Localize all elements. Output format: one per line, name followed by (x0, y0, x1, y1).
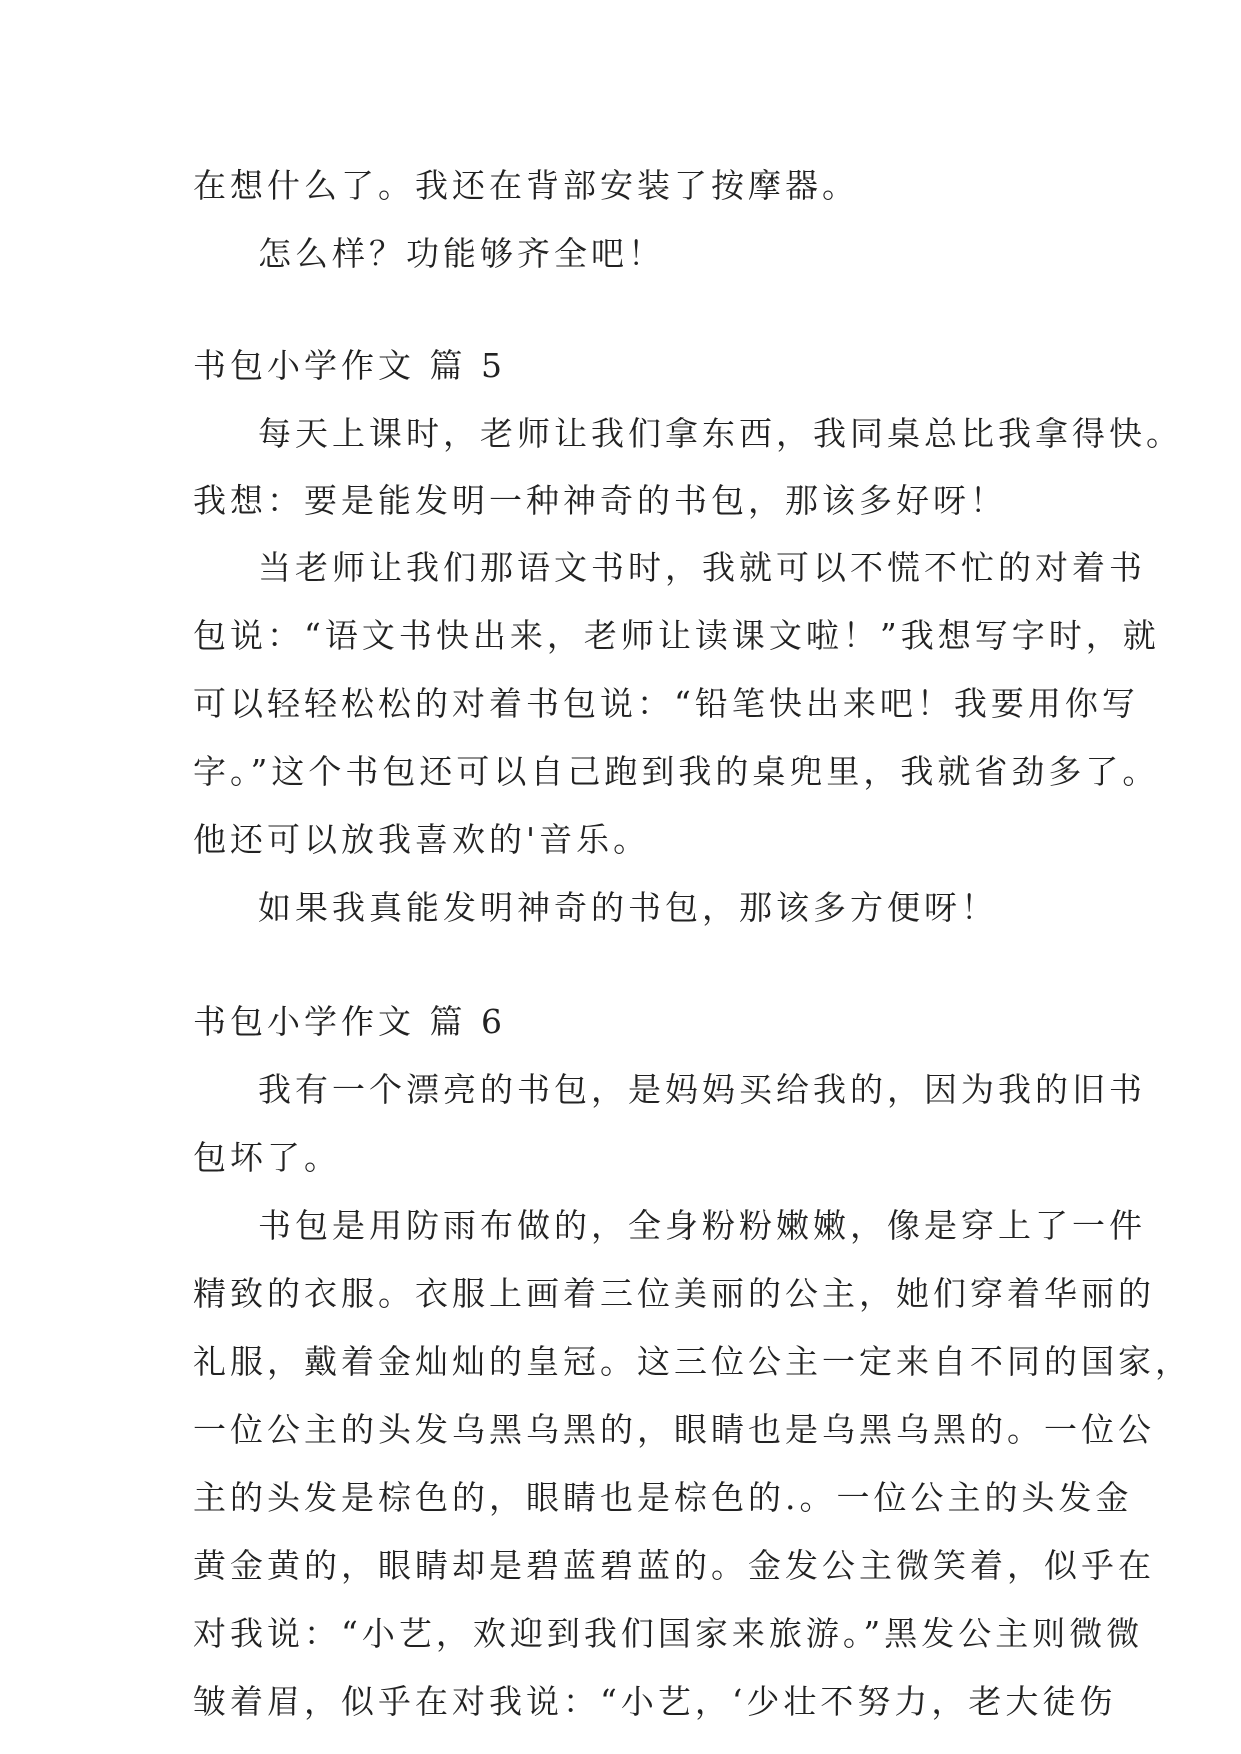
paragraph-line: 对我说：“小艺，欢迎到我们国家来旅游。”黑发公主则微微 (193, 1614, 1144, 1653)
paragraph-line: 我有一个漂亮的书包，是妈妈买给我的，因为我的旧书 (258, 1070, 1146, 1109)
paragraph-line: 每天上课时，老师让我们拿东西，我同桌总比我拿得快。 (258, 414, 1183, 453)
paragraph-line: 精致的衣服。衣服上画着三位美丽的公主，她们穿着华丽的 (193, 1274, 1155, 1313)
paragraph-line: 在想什么了。我还在背部安装了按摩器。 (193, 166, 859, 205)
section-heading: 书包小学作文 篇 5 (193, 346, 506, 385)
paragraph-line: 包说：“语文书快出来，老师让读课文啦！”我想写字时，就 (193, 616, 1160, 655)
paragraph-line: 我想：要是能发明一种神奇的书包，那该多好呀！ (193, 481, 1007, 520)
paragraph-line: 皱着眉，似乎在对我说：“小艺，‘少壮不努力，老大徒伤 (193, 1682, 1117, 1721)
section-heading: 书包小学作文 篇 6 (193, 1002, 506, 1041)
paragraph-line: 礼服，戴着金灿灿的皇冠。这三位公主一定来自不同的国家， (193, 1342, 1192, 1381)
paragraph-line: 当老师让我们那语文书时，我就可以不慌不忙的对着书 (258, 548, 1146, 587)
paragraph-line: 书包是用防雨布做的，全身粉粉嫩嫩，像是穿上了一件 (258, 1206, 1146, 1245)
paragraph-line: 主的头发是棕色的，眼睛也是棕色的.。一位公主的头发金 (193, 1478, 1133, 1517)
paragraph-line: 怎么样？功能够齐全吧！ (258, 234, 665, 273)
paragraph-line: 一位公主的头发乌黑乌黑的，眼睛也是乌黑乌黑的。一位公 (193, 1410, 1155, 1449)
paragraph-line: 黄金黄的，眼睛却是碧蓝碧蓝的。金发公主微笑着，似乎在 (193, 1546, 1155, 1585)
paragraph-line: 可以轻轻松松的对着书包说：“铅笔快出来吧！我要用你写 (193, 684, 1139, 723)
paragraph-line: 字。”这个书包还可以自己跑到我的桌兜里，我就省劲多了。 (193, 752, 1160, 791)
paragraph-line: 他还可以放我喜欢的'音乐。 (193, 820, 651, 859)
paragraph-line: 如果我真能发明神奇的书包，那该多方便呀！ (258, 888, 998, 927)
paragraph-line: 包坏了。 (193, 1138, 341, 1177)
